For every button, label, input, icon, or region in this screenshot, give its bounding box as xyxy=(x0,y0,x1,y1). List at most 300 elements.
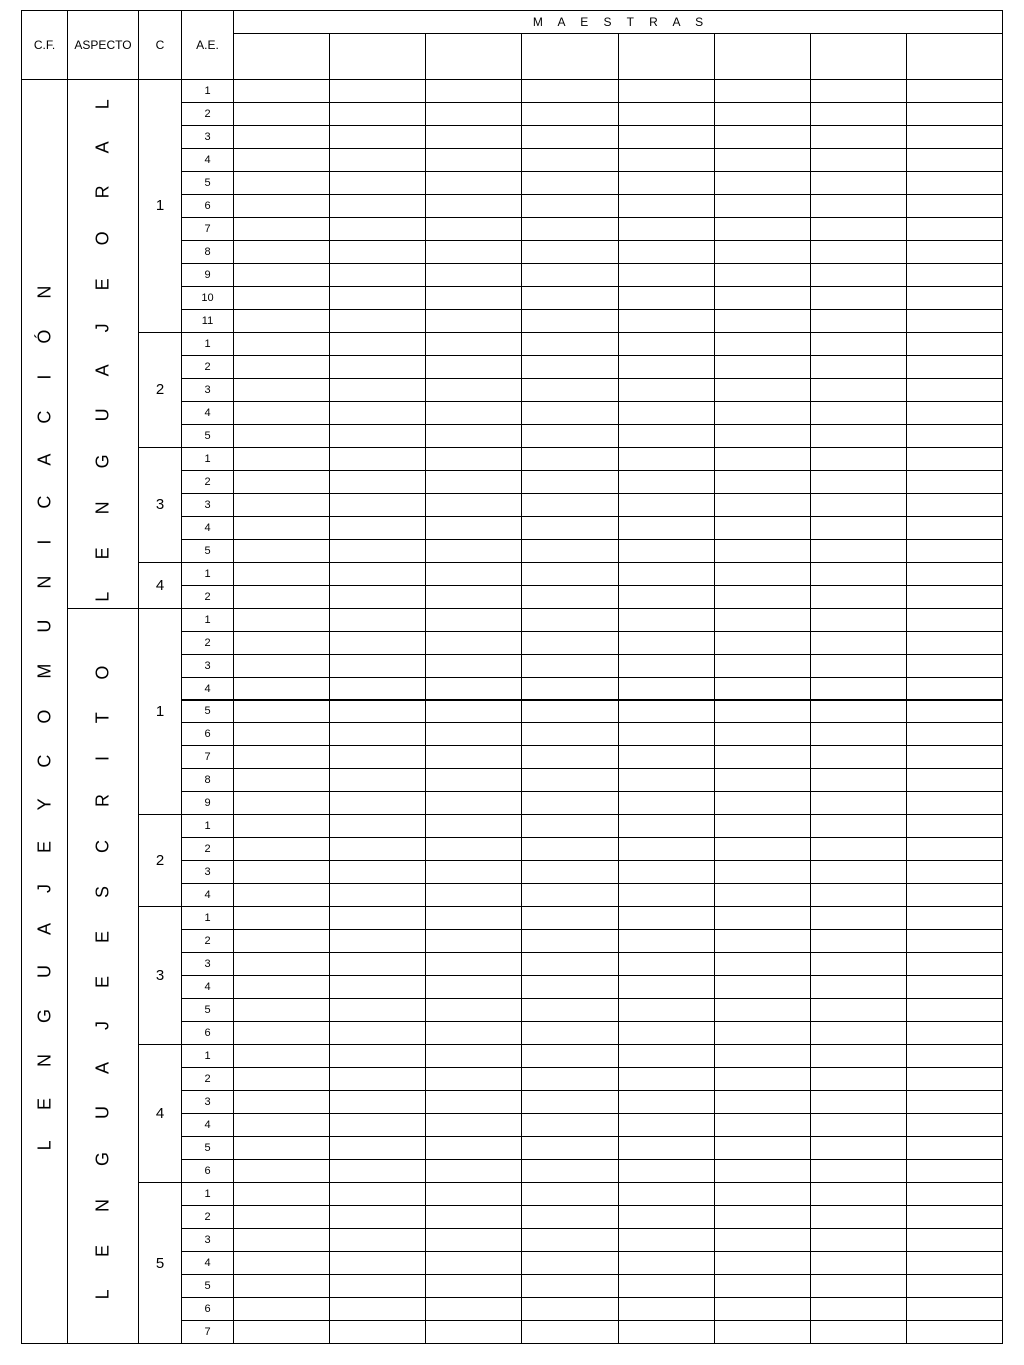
grade-cell[interactable] xyxy=(618,217,715,241)
grade-cell[interactable] xyxy=(425,837,522,861)
grade-cell[interactable] xyxy=(425,906,522,930)
grade-cell[interactable] xyxy=(810,1297,907,1321)
grade-cell[interactable] xyxy=(714,677,811,701)
grade-cell[interactable] xyxy=(810,1205,907,1229)
grade-cell[interactable] xyxy=(233,378,330,402)
grade-cell[interactable] xyxy=(329,952,426,976)
grade-cell[interactable] xyxy=(906,1044,1003,1068)
grade-cell[interactable] xyxy=(906,240,1003,264)
grade-cell[interactable] xyxy=(810,125,907,149)
grade-cell[interactable] xyxy=(425,1182,522,1206)
grade-cell[interactable] xyxy=(425,998,522,1022)
grade-cell[interactable] xyxy=(906,608,1003,632)
grade-cell[interactable] xyxy=(425,700,522,724)
grade-cell[interactable] xyxy=(810,102,907,126)
grade-cell[interactable] xyxy=(329,240,426,264)
grade-cell[interactable] xyxy=(521,447,618,471)
grade-cell[interactable] xyxy=(233,1251,330,1275)
teacher-name-cell[interactable] xyxy=(810,33,907,80)
grade-cell[interactable] xyxy=(233,654,330,678)
grade-cell[interactable] xyxy=(714,148,811,172)
grade-cell[interactable] xyxy=(906,378,1003,402)
grade-cell[interactable] xyxy=(521,378,618,402)
grade-cell[interactable] xyxy=(618,1297,715,1321)
grade-cell[interactable] xyxy=(714,768,811,792)
grade-cell[interactable] xyxy=(618,355,715,379)
grade-cell[interactable] xyxy=(233,860,330,884)
grade-cell[interactable] xyxy=(329,1067,426,1091)
grade-cell[interactable] xyxy=(810,860,907,884)
grade-cell[interactable] xyxy=(233,929,330,953)
grade-cell[interactable] xyxy=(618,975,715,999)
grade-cell[interactable] xyxy=(810,1113,907,1137)
grade-cell[interactable] xyxy=(425,1320,522,1344)
grade-cell[interactable] xyxy=(714,1205,811,1229)
grade-cell[interactable] xyxy=(714,332,811,356)
grade-cell[interactable] xyxy=(714,516,811,540)
grade-cell[interactable] xyxy=(425,1274,522,1298)
grade-cell[interactable] xyxy=(906,309,1003,333)
grade-cell[interactable] xyxy=(618,654,715,678)
grade-cell[interactable] xyxy=(810,1182,907,1206)
grade-cell[interactable] xyxy=(521,791,618,815)
grade-cell[interactable] xyxy=(714,378,811,402)
grade-cell[interactable] xyxy=(521,929,618,953)
grade-cell[interactable] xyxy=(233,562,330,586)
grade-cell[interactable] xyxy=(425,585,522,609)
grade-cell[interactable] xyxy=(714,998,811,1022)
grade-cell[interactable] xyxy=(810,1320,907,1344)
grade-cell[interactable] xyxy=(714,286,811,310)
grade-cell[interactable] xyxy=(233,1228,330,1252)
grade-cell[interactable] xyxy=(329,654,426,678)
grade-cell[interactable] xyxy=(233,355,330,379)
grade-cell[interactable] xyxy=(233,722,330,746)
grade-cell[interactable] xyxy=(906,194,1003,218)
grade-cell[interactable] xyxy=(521,1044,618,1068)
grade-cell[interactable] xyxy=(521,470,618,494)
grade-cell[interactable] xyxy=(810,952,907,976)
grade-cell[interactable] xyxy=(233,631,330,655)
grade-cell[interactable] xyxy=(233,286,330,310)
grade-cell[interactable] xyxy=(425,1090,522,1114)
grade-cell[interactable] xyxy=(425,493,522,517)
grade-cell[interactable] xyxy=(618,768,715,792)
grade-cell[interactable] xyxy=(329,355,426,379)
grade-cell[interactable] xyxy=(521,1251,618,1275)
grade-cell[interactable] xyxy=(906,401,1003,425)
grade-cell[interactable] xyxy=(810,332,907,356)
grade-cell[interactable] xyxy=(810,148,907,172)
grade-cell[interactable] xyxy=(521,1136,618,1160)
grade-cell[interactable] xyxy=(906,906,1003,930)
grade-cell[interactable] xyxy=(906,768,1003,792)
grade-cell[interactable] xyxy=(329,539,426,563)
grade-cell[interactable] xyxy=(714,102,811,126)
grade-cell[interactable] xyxy=(810,1159,907,1183)
grade-cell[interactable] xyxy=(425,722,522,746)
grade-cell[interactable] xyxy=(618,447,715,471)
grade-cell[interactable] xyxy=(906,286,1003,310)
grade-cell[interactable] xyxy=(233,102,330,126)
grade-cell[interactable] xyxy=(329,263,426,287)
grade-cell[interactable] xyxy=(233,1113,330,1137)
grade-cell[interactable] xyxy=(714,263,811,287)
grade-cell[interactable] xyxy=(521,1090,618,1114)
grade-cell[interactable] xyxy=(810,906,907,930)
grade-cell[interactable] xyxy=(329,1297,426,1321)
grade-cell[interactable] xyxy=(810,700,907,724)
grade-cell[interactable] xyxy=(521,309,618,333)
grade-cell[interactable] xyxy=(906,1274,1003,1298)
grade-cell[interactable] xyxy=(425,1067,522,1091)
grade-cell[interactable] xyxy=(521,1159,618,1183)
grade-cell[interactable] xyxy=(714,608,811,632)
grade-cell[interactable] xyxy=(618,263,715,287)
grade-cell[interactable] xyxy=(618,929,715,953)
grade-cell[interactable] xyxy=(425,745,522,769)
grade-cell[interactable] xyxy=(425,791,522,815)
grade-cell[interactable] xyxy=(521,1113,618,1137)
grade-cell[interactable] xyxy=(425,447,522,471)
grade-cell[interactable] xyxy=(906,814,1003,838)
grade-cell[interactable] xyxy=(618,1159,715,1183)
teacher-name-cell[interactable] xyxy=(521,33,618,80)
grade-cell[interactable] xyxy=(618,883,715,907)
grade-cell[interactable] xyxy=(521,883,618,907)
grade-cell[interactable] xyxy=(618,906,715,930)
grade-cell[interactable] xyxy=(329,1228,426,1252)
grade-cell[interactable] xyxy=(329,102,426,126)
grade-cell[interactable] xyxy=(714,700,811,724)
grade-cell[interactable] xyxy=(329,1159,426,1183)
grade-cell[interactable] xyxy=(810,585,907,609)
grade-cell[interactable] xyxy=(233,791,330,815)
grade-cell[interactable] xyxy=(521,1067,618,1091)
grade-cell[interactable] xyxy=(329,401,426,425)
grade-cell[interactable] xyxy=(233,1205,330,1229)
grade-cell[interactable] xyxy=(329,1182,426,1206)
grade-cell[interactable] xyxy=(906,217,1003,241)
grade-cell[interactable] xyxy=(521,768,618,792)
grade-cell[interactable] xyxy=(906,631,1003,655)
grade-cell[interactable] xyxy=(233,539,330,563)
grade-cell[interactable] xyxy=(425,929,522,953)
grade-cell[interactable] xyxy=(329,929,426,953)
grade-cell[interactable] xyxy=(810,240,907,264)
grade-cell[interactable] xyxy=(521,1021,618,1045)
grade-cell[interactable] xyxy=(521,401,618,425)
grade-cell[interactable] xyxy=(521,998,618,1022)
grade-cell[interactable] xyxy=(521,860,618,884)
grade-cell[interactable] xyxy=(233,171,330,195)
grade-cell[interactable] xyxy=(810,791,907,815)
grade-cell[interactable] xyxy=(810,516,907,540)
grade-cell[interactable] xyxy=(714,539,811,563)
grade-cell[interactable] xyxy=(810,1274,907,1298)
grade-cell[interactable] xyxy=(714,217,811,241)
grade-cell[interactable] xyxy=(425,378,522,402)
grade-cell[interactable] xyxy=(425,883,522,907)
grade-cell[interactable] xyxy=(329,1113,426,1137)
grade-cell[interactable] xyxy=(329,378,426,402)
grade-cell[interactable] xyxy=(714,401,811,425)
grade-cell[interactable] xyxy=(714,883,811,907)
grade-cell[interactable] xyxy=(233,470,330,494)
grade-cell[interactable] xyxy=(618,286,715,310)
grade-cell[interactable] xyxy=(810,539,907,563)
grade-cell[interactable] xyxy=(425,79,522,103)
grade-cell[interactable] xyxy=(906,1136,1003,1160)
grade-cell[interactable] xyxy=(329,79,426,103)
grade-cell[interactable] xyxy=(714,1113,811,1137)
grade-cell[interactable] xyxy=(329,975,426,999)
grade-cell[interactable] xyxy=(329,447,426,471)
grade-cell[interactable] xyxy=(329,194,426,218)
grade-cell[interactable] xyxy=(329,1021,426,1045)
grade-cell[interactable] xyxy=(233,814,330,838)
grade-cell[interactable] xyxy=(329,286,426,310)
grade-cell[interactable] xyxy=(233,1090,330,1114)
grade-cell[interactable] xyxy=(618,125,715,149)
grade-cell[interactable] xyxy=(329,1136,426,1160)
grade-cell[interactable] xyxy=(521,79,618,103)
grade-cell[interactable] xyxy=(233,516,330,540)
grade-cell[interactable] xyxy=(810,1090,907,1114)
grade-cell[interactable] xyxy=(521,102,618,126)
grade-cell[interactable] xyxy=(521,814,618,838)
grade-cell[interactable] xyxy=(329,722,426,746)
grade-cell[interactable] xyxy=(906,837,1003,861)
grade-cell[interactable] xyxy=(521,1228,618,1252)
grade-cell[interactable] xyxy=(618,700,715,724)
grade-cell[interactable] xyxy=(233,424,330,448)
grade-cell[interactable] xyxy=(329,493,426,517)
grade-cell[interactable] xyxy=(906,355,1003,379)
grade-cell[interactable] xyxy=(906,654,1003,678)
grade-cell[interactable] xyxy=(233,493,330,517)
grade-cell[interactable] xyxy=(906,883,1003,907)
grade-cell[interactable] xyxy=(233,883,330,907)
grade-cell[interactable] xyxy=(714,1182,811,1206)
grade-cell[interactable] xyxy=(714,194,811,218)
grade-cell[interactable] xyxy=(618,952,715,976)
grade-cell[interactable] xyxy=(810,677,907,701)
grade-cell[interactable] xyxy=(329,1205,426,1229)
grade-cell[interactable] xyxy=(810,998,907,1022)
grade-cell[interactable] xyxy=(810,171,907,195)
grade-cell[interactable] xyxy=(714,1044,811,1068)
grade-cell[interactable] xyxy=(906,263,1003,287)
grade-cell[interactable] xyxy=(810,1021,907,1045)
grade-cell[interactable] xyxy=(618,79,715,103)
grade-cell[interactable] xyxy=(906,1067,1003,1091)
grade-cell[interactable] xyxy=(714,355,811,379)
grade-cell[interactable] xyxy=(714,1320,811,1344)
grade-cell[interactable] xyxy=(906,562,1003,586)
grade-cell[interactable] xyxy=(329,745,426,769)
grade-cell[interactable] xyxy=(906,516,1003,540)
grade-cell[interactable] xyxy=(714,1297,811,1321)
grade-cell[interactable] xyxy=(521,171,618,195)
grade-cell[interactable] xyxy=(906,539,1003,563)
grade-cell[interactable] xyxy=(521,952,618,976)
grade-cell[interactable] xyxy=(618,171,715,195)
grade-cell[interactable] xyxy=(521,217,618,241)
teacher-name-cell[interactable] xyxy=(714,33,811,80)
grade-cell[interactable] xyxy=(810,975,907,999)
grade-cell[interactable] xyxy=(618,814,715,838)
grade-cell[interactable] xyxy=(233,447,330,471)
teacher-name-cell[interactable] xyxy=(425,33,522,80)
grade-cell[interactable] xyxy=(329,171,426,195)
grade-cell[interactable] xyxy=(425,654,522,678)
grade-cell[interactable] xyxy=(906,171,1003,195)
grade-cell[interactable] xyxy=(425,309,522,333)
grade-cell[interactable] xyxy=(521,654,618,678)
grade-cell[interactable] xyxy=(425,677,522,701)
grade-cell[interactable] xyxy=(618,332,715,356)
grade-cell[interactable] xyxy=(329,470,426,494)
grade-cell[interactable] xyxy=(233,1044,330,1068)
grade-cell[interactable] xyxy=(425,1113,522,1137)
grade-cell[interactable] xyxy=(810,1136,907,1160)
grade-cell[interactable] xyxy=(906,722,1003,746)
grade-cell[interactable] xyxy=(810,814,907,838)
grade-cell[interactable] xyxy=(233,906,330,930)
grade-cell[interactable] xyxy=(329,585,426,609)
grade-cell[interactable] xyxy=(329,516,426,540)
grade-cell[interactable] xyxy=(810,401,907,425)
grade-cell[interactable] xyxy=(329,424,426,448)
grade-cell[interactable] xyxy=(810,263,907,287)
grade-cell[interactable] xyxy=(425,217,522,241)
grade-cell[interactable] xyxy=(521,286,618,310)
grade-cell[interactable] xyxy=(906,585,1003,609)
grade-cell[interactable] xyxy=(906,860,1003,884)
grade-cell[interactable] xyxy=(618,1113,715,1137)
grade-cell[interactable] xyxy=(425,171,522,195)
grade-cell[interactable] xyxy=(618,837,715,861)
grade-cell[interactable] xyxy=(329,860,426,884)
grade-cell[interactable] xyxy=(714,1228,811,1252)
grade-cell[interactable] xyxy=(618,493,715,517)
grade-cell[interactable] xyxy=(906,148,1003,172)
grade-cell[interactable] xyxy=(329,1274,426,1298)
grade-cell[interactable] xyxy=(521,722,618,746)
grade-cell[interactable] xyxy=(714,470,811,494)
grade-cell[interactable] xyxy=(425,1021,522,1045)
grade-cell[interactable] xyxy=(906,1205,1003,1229)
grade-cell[interactable] xyxy=(810,355,907,379)
grade-cell[interactable] xyxy=(906,1297,1003,1321)
grade-cell[interactable] xyxy=(425,148,522,172)
grade-cell[interactable] xyxy=(810,631,907,655)
grade-cell[interactable] xyxy=(233,263,330,287)
grade-cell[interactable] xyxy=(329,631,426,655)
grade-cell[interactable] xyxy=(714,860,811,884)
grade-cell[interactable] xyxy=(233,768,330,792)
grade-cell[interactable] xyxy=(906,998,1003,1022)
grade-cell[interactable] xyxy=(425,1205,522,1229)
grade-cell[interactable] xyxy=(906,1228,1003,1252)
grade-cell[interactable] xyxy=(329,1044,426,1068)
grade-cell[interactable] xyxy=(329,814,426,838)
grade-cell[interactable] xyxy=(233,608,330,632)
grade-cell[interactable] xyxy=(906,1320,1003,1344)
grade-cell[interactable] xyxy=(810,1228,907,1252)
grade-cell[interactable] xyxy=(906,1113,1003,1137)
grade-cell[interactable] xyxy=(714,125,811,149)
grade-cell[interactable] xyxy=(425,470,522,494)
grade-cell[interactable] xyxy=(521,906,618,930)
grade-cell[interactable] xyxy=(521,1320,618,1344)
grade-cell[interactable] xyxy=(425,814,522,838)
grade-cell[interactable] xyxy=(906,1251,1003,1275)
grade-cell[interactable] xyxy=(521,562,618,586)
grade-cell[interactable] xyxy=(618,424,715,448)
grade-cell[interactable] xyxy=(618,1205,715,1229)
grade-cell[interactable] xyxy=(810,424,907,448)
grade-cell[interactable] xyxy=(714,447,811,471)
grade-cell[interactable] xyxy=(425,1251,522,1275)
grade-cell[interactable] xyxy=(714,722,811,746)
grade-cell[interactable] xyxy=(425,608,522,632)
grade-cell[interactable] xyxy=(810,1251,907,1275)
grade-cell[interactable] xyxy=(618,860,715,884)
grade-cell[interactable] xyxy=(618,1182,715,1206)
grade-cell[interactable] xyxy=(810,745,907,769)
grade-cell[interactable] xyxy=(329,700,426,724)
grade-cell[interactable] xyxy=(714,745,811,769)
grade-cell[interactable] xyxy=(233,1159,330,1183)
grade-cell[interactable] xyxy=(714,791,811,815)
grade-cell[interactable] xyxy=(714,1067,811,1091)
grade-cell[interactable] xyxy=(233,1021,330,1045)
grade-cell[interactable] xyxy=(810,654,907,678)
grade-cell[interactable] xyxy=(233,125,330,149)
grade-cell[interactable] xyxy=(810,929,907,953)
grade-cell[interactable] xyxy=(618,1021,715,1045)
grade-cell[interactable] xyxy=(618,585,715,609)
grade-cell[interactable] xyxy=(618,1274,715,1298)
grade-cell[interactable] xyxy=(714,79,811,103)
grade-cell[interactable] xyxy=(714,654,811,678)
grade-cell[interactable] xyxy=(521,194,618,218)
grade-cell[interactable] xyxy=(425,768,522,792)
grade-cell[interactable] xyxy=(521,1205,618,1229)
grade-cell[interactable] xyxy=(810,447,907,471)
grade-cell[interactable] xyxy=(618,1090,715,1114)
grade-cell[interactable] xyxy=(233,952,330,976)
grade-cell[interactable] xyxy=(714,424,811,448)
grade-cell[interactable] xyxy=(810,722,907,746)
grade-cell[interactable] xyxy=(425,263,522,287)
grade-cell[interactable] xyxy=(425,332,522,356)
grade-cell[interactable] xyxy=(714,1274,811,1298)
grade-cell[interactable] xyxy=(618,722,715,746)
grade-cell[interactable] xyxy=(233,1182,330,1206)
grade-cell[interactable] xyxy=(714,1090,811,1114)
grade-cell[interactable] xyxy=(906,102,1003,126)
grade-cell[interactable] xyxy=(425,860,522,884)
grade-cell[interactable] xyxy=(906,470,1003,494)
grade-cell[interactable] xyxy=(329,1251,426,1275)
grade-cell[interactable] xyxy=(810,768,907,792)
grade-cell[interactable] xyxy=(521,700,618,724)
grade-cell[interactable] xyxy=(906,1159,1003,1183)
grade-cell[interactable] xyxy=(714,837,811,861)
